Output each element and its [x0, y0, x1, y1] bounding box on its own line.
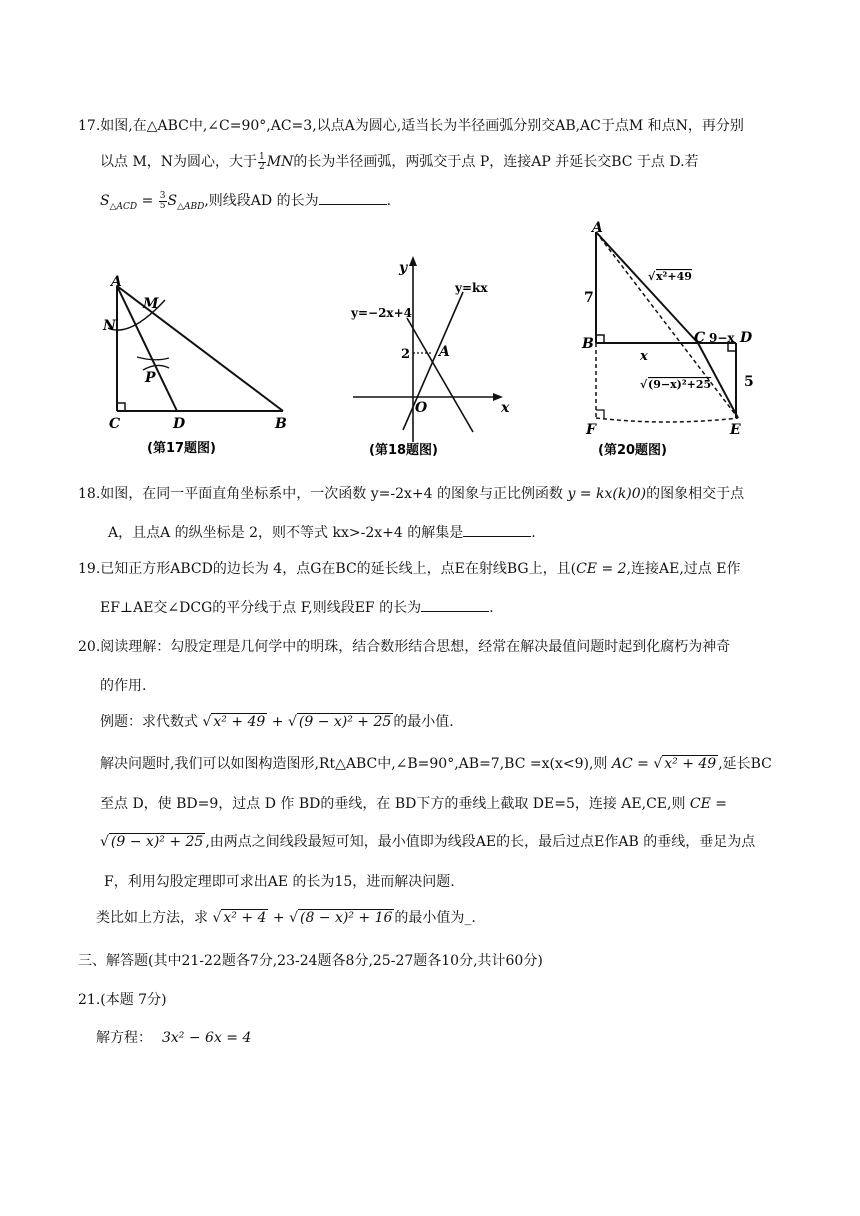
q19-line2: EF⊥AE交∠DCG的平分线于点 F,则线段EF 的长为 . [100, 597, 494, 618]
segment-ac [596, 232, 698, 343]
label-sqrt-ac: √ [648, 270, 656, 283]
q18-line2: A，且点A 的纵坐标是 2，则不等式 kx>-2x+4 的解集是 . [108, 522, 536, 543]
right-angle-c [117, 403, 125, 411]
caption-18: (第18题图) [369, 443, 438, 458]
label-9-x: 9−x [709, 331, 735, 345]
answer-blank-18 [463, 522, 531, 537]
q20-line5: 至点 D，使 BD=9，过点 D 作 BD的垂线，在 BD下方的垂线上截取 DE=5，连接 AE,CE,则 CE = [100, 796, 728, 812]
section-3-title: 三、解答题(其中21-22题各7分,23-24题各8分,25-27题各10分,共计60分) [78, 953, 543, 969]
q19-line1: 19.已知正方形ABCD的边长为 4，点G在BC的延长线上，点E在射线BG上，且(CE = 2,连接AE,过点 E作 [78, 561, 741, 577]
label-C: C [109, 416, 121, 432]
q20-line4: 解决问题时,我们可以如图构造图形,Rt△ABC中,∠B=90°,AB=7,BC =x(x<9),则 AC = √ x² + 49 ,延长BC [100, 756, 772, 772]
answer-blank-19 [421, 597, 489, 612]
fraction-half: $\frac{1}{2}$ [259, 151, 265, 172]
label-E: E [730, 422, 741, 438]
figure-20 [572, 218, 772, 466]
q20-line7: F，利用勾股定理即可求出AE 的长为15，进而解决问题. [104, 874, 455, 890]
label-D: D [740, 330, 753, 346]
label-y-axis: y [399, 260, 408, 276]
q20-line1: 20.阅读理解：勾股定理是几何学中的明珠，结合数形结合思想，经常在解决最值问题时起到化腐朽为神奇 [78, 639, 731, 655]
label-A: A [439, 344, 450, 360]
label-sqrt-ce: √ [640, 378, 648, 391]
label-B: B [582, 336, 594, 352]
label-F: F [586, 422, 596, 438]
q20-line3: 例题：求代数式 √ x² + 49 + √ (9 − x)² + 25 的最小值. [100, 714, 454, 730]
answer-blank-17 [319, 190, 387, 205]
q21-equation-line: 解方程： 3x² − 6x = 4 [96, 1030, 252, 1046]
q17-line2: 以点 M，N为圆心，大于 $\frac{1}{2}$ MN的长为半径画弧，两弧交于点 P，连接AP 并延长交BC 于点 D.若 [100, 151, 699, 172]
fraction-three-fifths: $\frac{3}{5}$ [159, 190, 166, 211]
label-M: M [143, 296, 159, 312]
q18-line1: 18.如图，在同一平面直角坐标系中，一次函数 y=-2x+4 的图象与正比例函数 y = kx(k)0)的图象相交于点 [78, 486, 745, 502]
label-A: A [592, 220, 603, 236]
label-B: B [275, 416, 287, 432]
q20-line8: 类比如上方法，求 √ x² + 4 + √ (8 − x)² + 16 的最小值为_. [96, 910, 476, 926]
q20-line6: √ (9 − x)² + 25 ,由两点之间线段最短可知，最小值即为线段AE的长，最后过点E作AB 的垂线，垂足为点 [100, 834, 756, 850]
q17-line1: 17.如图,在△ABC中,∠C=90°,AC=3,以点A为圆心,适当长为半径画弧分别交AB,AC于点M 和点N，再分别 [78, 118, 744, 134]
line-kx [403, 292, 463, 430]
figure-18 [345, 252, 515, 462]
label-7: 7 [584, 290, 594, 306]
side-ab [117, 286, 283, 411]
figure-17 [95, 270, 305, 460]
label-tick-2: 2 [401, 347, 411, 362]
label-origin: O [415, 400, 428, 416]
label-N: N [103, 318, 116, 334]
dashed-fe [596, 418, 738, 422]
q20-line2: 的作用. [100, 678, 147, 694]
q17-line3: $S_{\triangle ACD}$ = $\frac{3}{5}$ $S_{\triangle ABD}$,则线段AD 的长为 . [100, 190, 392, 212]
svg-text:x²+49: x²+49 [656, 270, 692, 283]
label-line2: y=kx [455, 281, 488, 295]
caption-20: (第20题图) [598, 443, 667, 458]
caption-17: (第17题图) [147, 441, 216, 456]
svg-text:(9−x)²+25: (9−x)²+25 [648, 378, 712, 391]
arc-p1 [137, 357, 169, 360]
label-line1: y=−2x+4 [351, 306, 412, 320]
label-D: D [173, 416, 186, 432]
q21-header: 21.(本题 7分) [78, 992, 167, 1008]
label-x-axis: x [501, 400, 510, 416]
label-C: C [694, 330, 706, 346]
label-P: P [145, 370, 156, 386]
label-5: 5 [744, 374, 754, 390]
label-A: A [111, 274, 122, 290]
label-x: x [640, 349, 648, 364]
